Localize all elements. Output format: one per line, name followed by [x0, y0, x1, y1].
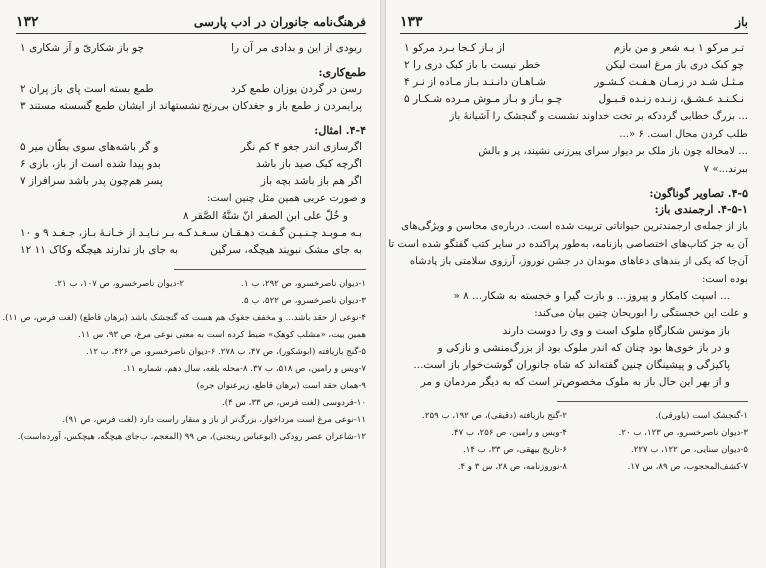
running-title: باز	[735, 15, 748, 29]
verse-line: اگر هم باز باشد بچه‌ باز پسر هم‌چون پدر باشد سرافراز ۷	[20, 175, 362, 187]
quotation: و از بهر این حال باز به ملوک مخصوص‌تر است که به دیگر مردمان و مر	[420, 375, 730, 388]
paragraph: ... لامحاله چون باز ملک بر دیوار سرای پیرزنی نشیند، پر و بالش	[478, 146, 748, 157]
paragraph: ... بزرگ خطابی گرددکه بر تخت خداوند نشست و گنجشک را آشیانهٔ باز	[449, 111, 748, 122]
quotation: و در باز خوی‌ها بود چنان که اندر ملوک بود از بزرگ‌منشی و نازکی و	[437, 341, 730, 354]
page-number: ۱۳۳	[400, 14, 423, 30]
verse-line: بـه مـوبـد چـنـیـن گـفـت دهـقـان سـغـد کـه بـر نـایـد از خـانـهٔ بـاز، جـغـد ۹ و ۱۰	[20, 226, 362, 239]
footnote: ۵-گنج بازیافته (ابوشکور)، ص ۴۷، ب ۲۷۸. ۶-دیوان ناصرخسرو، ص ۴۲۶، ب ۱۲.	[85, 346, 366, 357]
arabic-proverb: و خُلّ علی ابن الصقر انّ شنَّهُ الصَّقر ۸	[182, 209, 348, 222]
footnotes: ۱-دیوان ناصرخسرو، ص ۲۹۲، ب ۱. ۲-دیوان ناصرخسرو، ص ۱۰۷، ب ۲۱. ۳-دیوان ناصرخسرو، ص ۵۲۲، ب ۵.	[54, 278, 366, 306]
left-page	[0, 0, 380, 568]
verse-line: تـر مرکو ۱ بـه شعر و من بازم از بـاز کـجا بـرد مرکو ۱	[404, 42, 744, 54]
paragraph: و علت این خجستگی را ابوریحان چنین بیان می‌کند:	[534, 308, 748, 319]
verse-line: اگرچه کبک صید باز باشد بدو پیدا شده است از باز، بازی ۶	[20, 158, 362, 170]
footnote: ۱۲-شاعران عصر رودکی (ابوعباس ربنجنی)، ص ۹۹ (المعجم، ب‌جای هیچگه، هیچکس، آورده‌است).	[17, 431, 366, 442]
subsection-heading: ۴-۵-۱. ارجمندی باز:	[654, 203, 748, 216]
verse-line: ربودی از این و بدادی مر آن را چو باز شکاریّ و آز شکاری ۱	[20, 42, 362, 54]
verse-line: رسن در گردن یوزان طمع کرد طمع بسته است پای باز پران ۲	[20, 83, 362, 95]
footnote: ۷-ویس و رامین، ص ۵۱۸، ب ۳۷. ۸-محله بلغه، سال دهم، شماره ۱۱.	[123, 363, 366, 374]
right-page-header	[400, 14, 748, 34]
right-page	[386, 0, 766, 568]
paragraph: ببرند...» ۷	[703, 163, 748, 175]
footnotes: ۱-گنجشک است (یاورقی). ۲-گنج بازیافته (دقیقی)، ص ۱۹۲، ب ۲۵۹. ۳-دیوان ناصرخسرو، ص ۱۲۳، ب ۲۰. ۴-ویس و رامین، ص ۲۵۶، ب ۴۷. ۵-دیوان سنایی، ص ۱۲۲، ب ۲۲۷. ۶-تاریخ بیهقی، ص ۳۳، ب ۱۴. ۷-کشف‌المحجوب، ص ۸۹، س ۱۷. ۸-نوروزنامه، ص ۲۸، س ۳ و ۴.	[422, 410, 748, 472]
paragraph: بوده است:	[701, 273, 748, 285]
paragraph: و صورت عربی همین مثل چنین است:	[206, 193, 366, 204]
section-heading: ۴-۵. تصاویر گوناگون:	[649, 187, 748, 200]
section-heading: طمع‌کاری:	[318, 66, 366, 79]
quotation: ... اسپت کامکار و پیروز... و بازت گیرا و خجسته به شکار... ۸ «	[453, 290, 730, 302]
verse-line: پرایمردن ز طمع باز و جغدکان بی‌رنج نشستهاند از ایشان طمع گسسته مستند ۳	[20, 100, 362, 112]
footnote: ۹-همان حقد است (برهان قاطع، زیرعنوان جره)	[196, 380, 366, 391]
verse-line: اگرسازی اندر جغو ۴ کم نگر و گر باشه‌های سوی بطّان میر ۵	[20, 141, 362, 153]
verse-line: به جای مشک نبویند هیچگه، سرگین به جای باز ندارند هیچگه وکاک ۱۱ ۱۲	[20, 243, 362, 256]
footnote: ۱۰-فردوسی (لغت فرس، ص ۳۳، س ۴).	[221, 397, 366, 408]
footnote-divider	[174, 269, 367, 270]
quotation: باز مونس شکارگاهِ ملوک است و وی را دوست دارند	[502, 324, 730, 337]
paragraph: طلب کردن محال است. ۶ «...	[619, 128, 748, 140]
running-title: فرهنگ‌نامه جانوران در ادب پارسی	[193, 15, 366, 29]
paragraph: آن به جز کتاب‌های اختصاصی بازنامه، به‌طور پراکنده در سایر کتب گفتگو شده است تا	[388, 238, 748, 250]
page-number: ۱۳۲	[16, 14, 39, 30]
paragraph: آن‌جا که یکی از بندهای دعاهای موبدان در جشن نوروز، آرزوی سلامتی باز پادشاه	[409, 256, 748, 267]
footnote: ۱۱-نوعی مرغ است مرداخوار، بزرگ‌تر از باز و منقار راست دارد (لغت فرس، ص ۹۱).	[62, 414, 366, 425]
quotation: پاکیزگی و پیشینگان چنین گفته‌اند که شاه جانوران گوشت‌خوار باز است...	[413, 358, 730, 371]
verse-line: مـثـل شـد در زمـان هـفـت کـشـور شـاهـان دانـنـد بـاز مـاده از نـر ۴	[404, 76, 744, 88]
section-heading: ۴-۴. امثال:	[314, 124, 366, 137]
verse-line: نـکـنـد عـشـق، زنـده زنـده قـبـول چـو بـاز و بـاز مـوش مـرده شـکـار ۵	[404, 93, 744, 105]
footnote: همین بیت، «مشلب کوهک» ضبط کرده است به معنی نوعی مرغ، ص ۹۳، س ۱۱.	[78, 329, 366, 340]
paragraph: باز از جمله‌ی ارجمندترین حیواناتی تربیت شده است. درباره‌ی محاسن و ویژگی‌های	[401, 221, 748, 232]
left-page-header	[16, 14, 366, 34]
footnote-divider	[557, 401, 748, 402]
verse-line: چو کبک دری باز مرغ است لیکن خطر نیست با باز کبک دری را ۲	[404, 59, 744, 71]
footnote: ۴-نوعی از حقد باشد... و مخفف جغوک هم هست که گنجشک باشد (برهان قاطع) (لغت فرس، ص ۱۱).	[2, 312, 366, 323]
